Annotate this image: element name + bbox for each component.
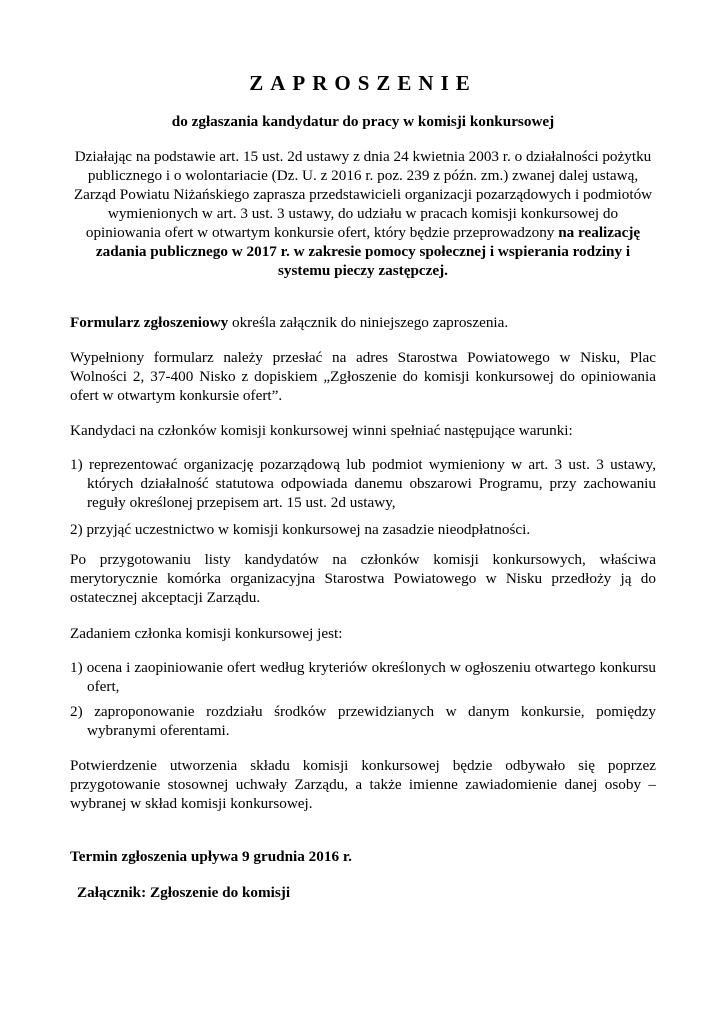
list-item-number: 2) [70, 521, 83, 538]
deadline-text: Termin zgłoszenia upływa 9 grudnia 2016 r. [70, 848, 352, 865]
list-item [70, 658, 656, 696]
intro-text: Działając na podstawie art. 15 ust. 2d ustawy z dnia 24 kwietnia 2003 r. o działalności pożytku publicznego i o wolontariacie (Dz. U. z 2016 r. poz. 239 z późn. zm.) zwanej dalej ustawą, Zarząd Powiatu Niżańskiego zaprasza przedstawicieli organizacji pozarządowych i podmiotów wymienionych w art. 3 ust. 3 ustawy, do udziału w pracach komisji konkursowej do opiniowania ofert w otwartym konkursie ofert, który będzie przeprowadzony [73, 148, 653, 241]
duties-intro: Zadaniem członka komisji konkursowej jest: [70, 625, 343, 642]
form-label: Formularz zgłoszeniowy [70, 314, 229, 331]
list-preparation-paragraph: Po przygotowaniu listy kandydatów na członków komisji konkursowych, właściwa merytorycznie komórka organizacyjna Starostwa Powiatowego w Nisku przedłoży ją do ostatecznej akceptacji Zarządu. [70, 551, 656, 606]
list-item-text: zaproponowanie rozdziału środków przewidzianych w danym konkursie, pomiędzy wybranymi oferentami. [87, 703, 657, 739]
form-paragraph [70, 313, 656, 332]
conditions-list [70, 455, 656, 539]
list-item-text: przyjąć uczestnictwo w komisji konkursowej na zasadzie nieodpłatności. [86, 521, 531, 538]
list-item [70, 520, 656, 539]
list-item [70, 455, 656, 512]
list-item-number: 2) [70, 703, 83, 720]
document-subtitle: do zgłaszania kandydatur do pracy w komisji konkursowej [171, 113, 555, 130]
document-title: ZAPROSZENIE [249, 71, 477, 95]
list-item-number: 1) [70, 659, 83, 676]
form-text: określa załącznik do niniejszego zaproszenia. [231, 314, 509, 331]
intro-paragraph [70, 147, 656, 280]
conditions-intro: Kandydaci na członków komisji konkursowej winni spełniać następujące warunki: [70, 422, 573, 439]
list-item-text: reprezentować organizację pozarządową lub podmiot wymieniony w art. 3 ust. 3 ustawy, których działalność statutowa odpowiada danemu obszarowi Programu, przy zachowaniu reguły określonej przepisem art. 15 ust. 2d ustawy, [87, 456, 656, 511]
attachment-label: Załącznik: Zgłoszenie do komisji [77, 884, 291, 901]
intro-bold-text: na realizację zadania publicznego w 2017 r. w zakresie pomocy społecznej i wspierania rodziny i systemu pieczy zastępczej. [95, 224, 641, 279]
duties-list [70, 658, 656, 740]
list-item-text: ocena i zaopiniowanie ofert według kryteriów określonych w ogłoszeniu otwartego konkursu ofert, [86, 659, 656, 695]
send-instructions-paragraph: Wypełniony formularz należy przesłać na adres Starostwa Powiatowego w Nisku, Plac Wolności 2, 37-400 Nisko z dopiskiem „Zgłoszenie do komisji konkursowej do opiniowania ofert w otwartym konkursie ofert”. [70, 349, 656, 404]
list-item [70, 702, 656, 740]
confirmation-paragraph: Potwierdzenie utworzenia składu komisji konkursowej będzie odbywało się poprzez przygotowanie stosownej uchwały Zarządu, a także imienne zawiadomienie danej osoby – wybranej w skład komisji konkursowej. [70, 757, 656, 812]
list-item-number: 1) [70, 456, 83, 473]
